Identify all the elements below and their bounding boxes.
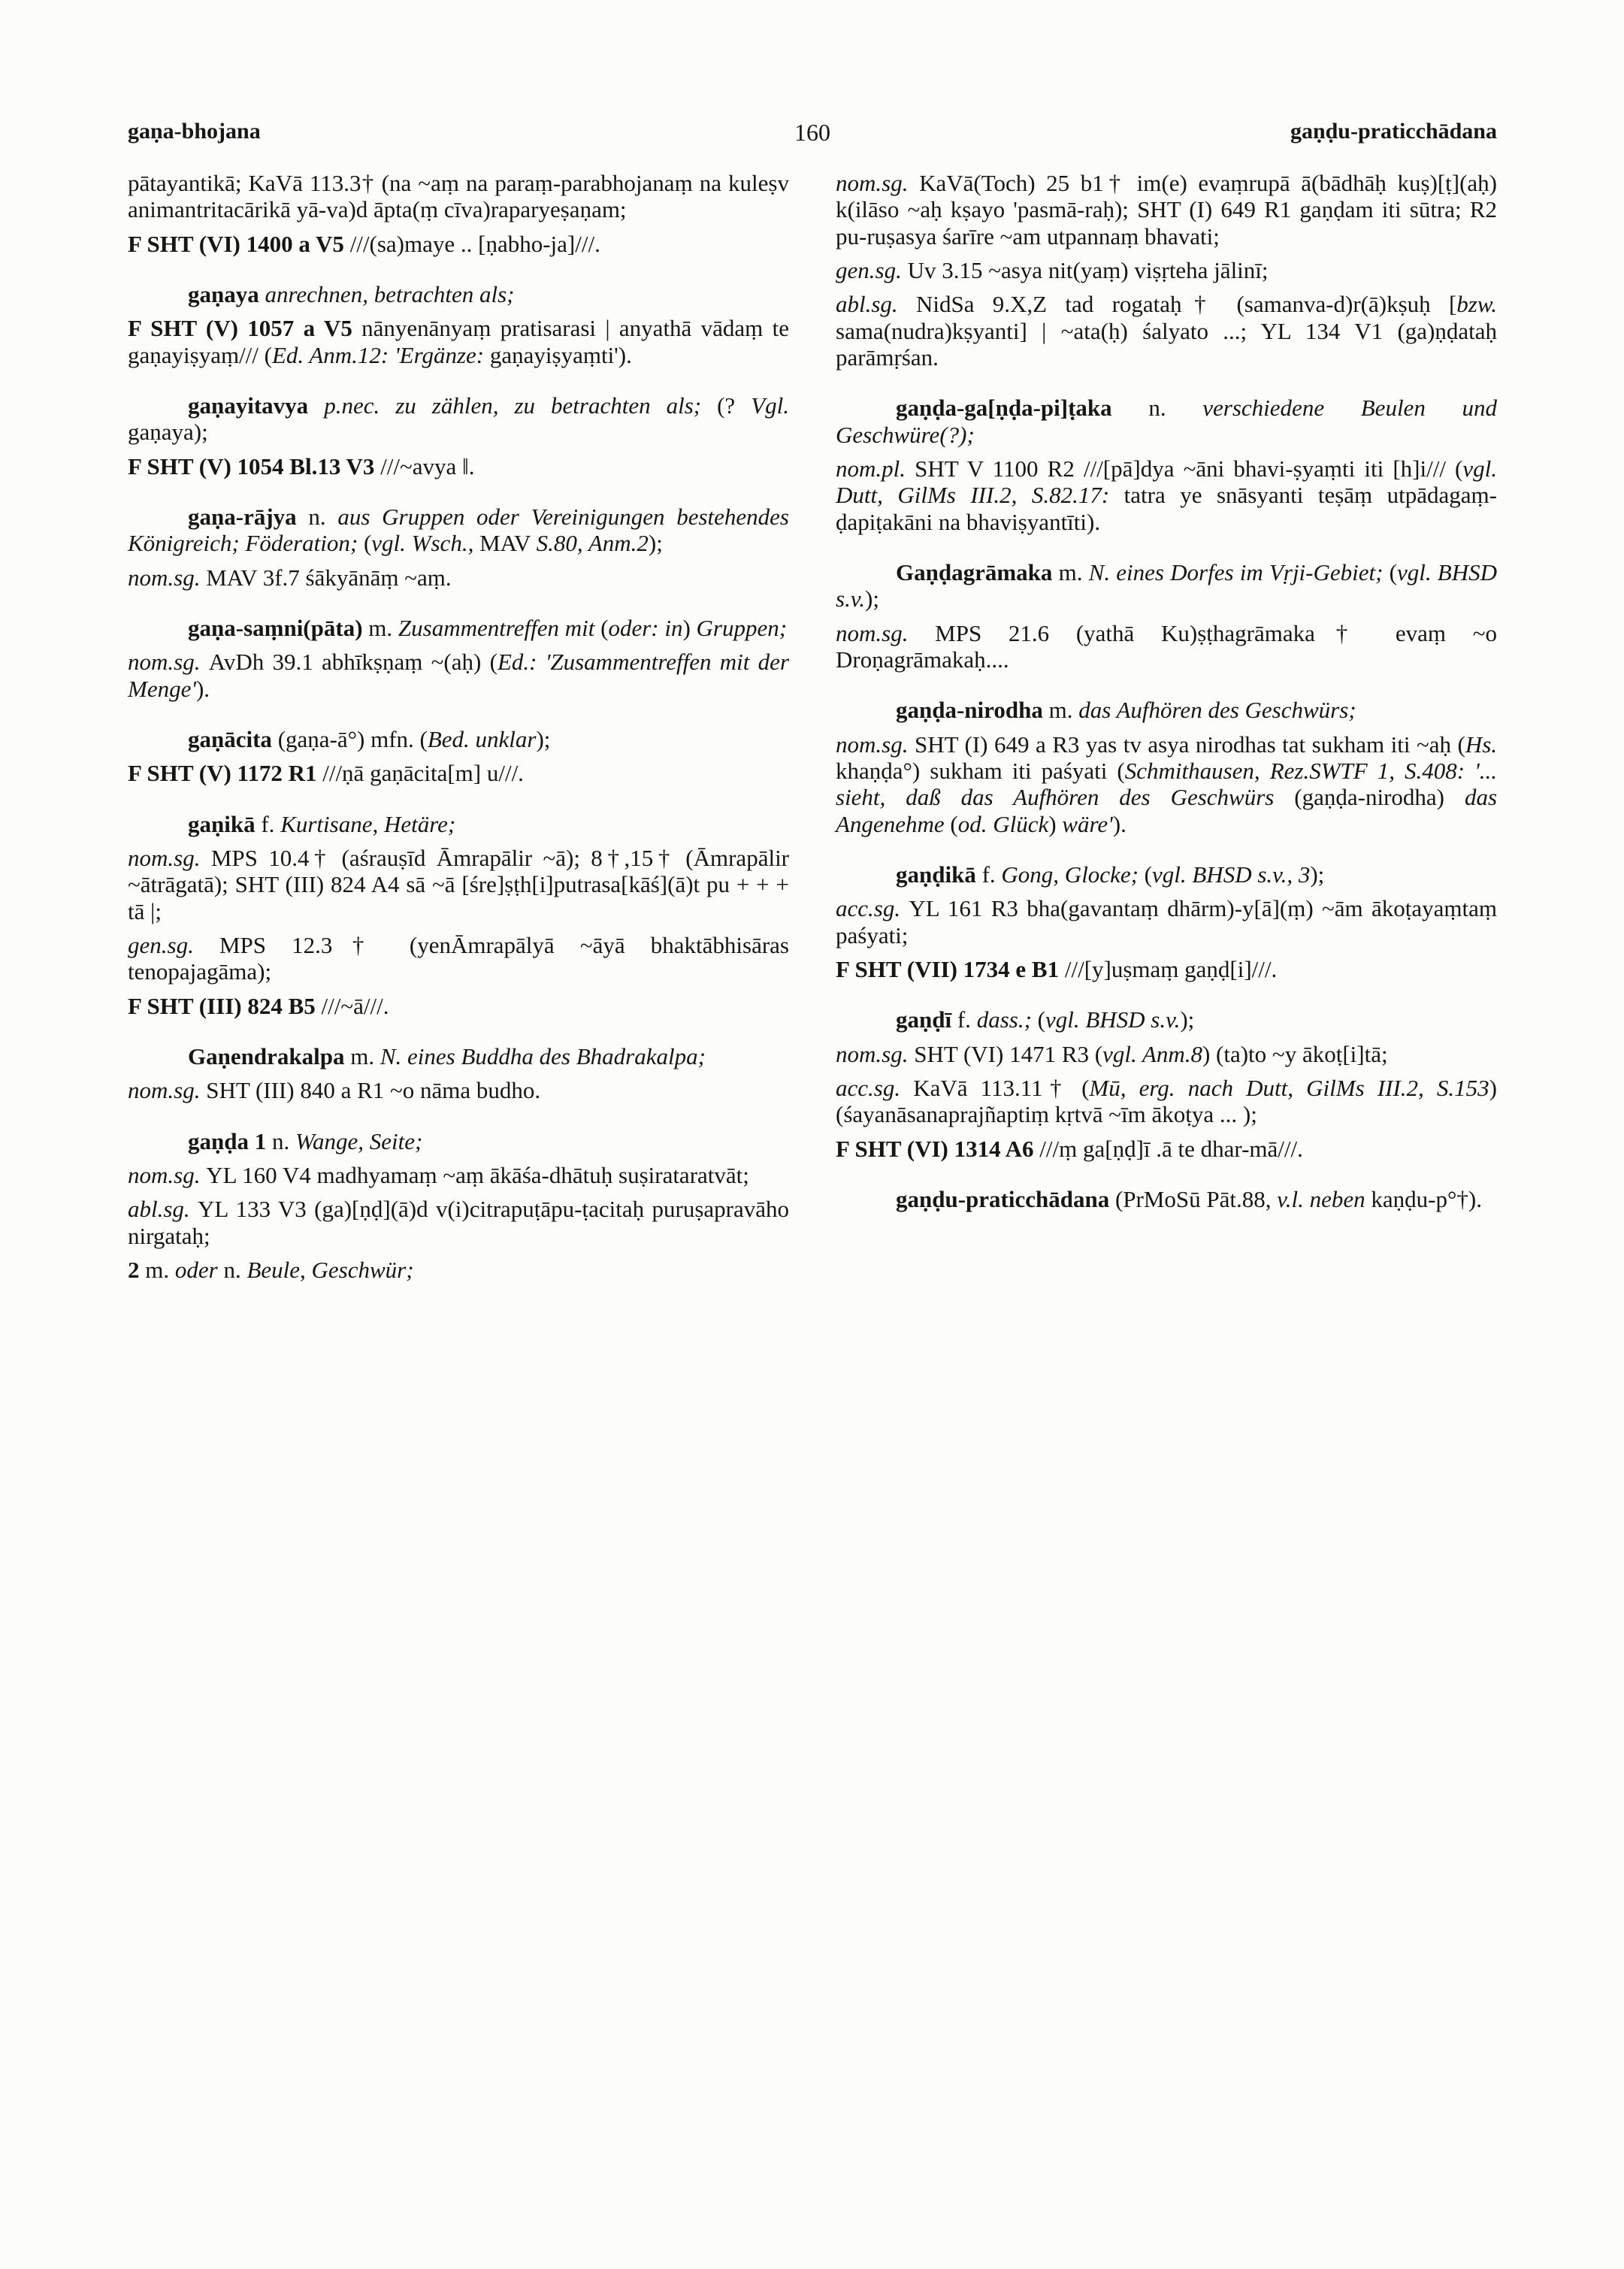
text-segment: verschiedene Beulen und Geschwüre(?);: [836, 395, 1497, 448]
text-segment: das Aufhören des Geschwürs;: [1078, 697, 1356, 724]
text-segment: vgl. Wsch.,: [371, 530, 480, 557]
text-segment: KaVā 113.11† (: [913, 1074, 1090, 1101]
text-segment: Gaṇendrakalpa: [188, 1042, 351, 1069]
text-segment: m.: [1058, 558, 1089, 585]
text-segment: ).: [195, 675, 210, 702]
text-segment: (: [1389, 558, 1397, 585]
entry-paragraph: [128, 1196, 789, 1249]
text-segment: SHT (I) 649 a R3 yas tv asya nirodhas tat sukham iti ~aḥ (: [914, 731, 1465, 758]
text-segment: 2: [128, 1256, 146, 1283]
text-segment: kaṇḍu-p°†).: [1371, 1185, 1482, 1212]
entry-paragraph: [836, 291, 1497, 371]
text-segment: acc.sg.: [836, 1074, 914, 1101]
entry-paragraph: [128, 760, 789, 786]
text-segment: gen.sg.: [836, 256, 908, 283]
text-segment: Uv 3.15 ~asya nit(yaṃ) viṣṛteha jālinī;: [907, 256, 1269, 283]
text-segment: Kurtisane, Hetäre;: [280, 810, 456, 837]
text-segment: nom.sg.: [836, 619, 936, 646]
text-segment: ).: [1112, 810, 1127, 837]
text-segment: vgl. BHSD s.v.: [1045, 1006, 1181, 1033]
text-segment: SHT (III) 840 a R1 ~o nāma budho.: [206, 1077, 541, 1104]
text-segment: n.: [271, 1127, 295, 1154]
text-segment: F SHT (V) 1057 a V5: [128, 315, 362, 342]
text-segment: Wange, Seite;: [295, 1127, 423, 1154]
text-segment: MPS 12.3† (yenĀmrapālyā ~āyā bhaktābhisāras tenopajagāma);: [128, 931, 789, 985]
text-segment: gaṇḍa-nirodha: [896, 697, 1049, 724]
headword-paragraph: [836, 559, 1497, 613]
text-segment: gaṇa-saṃni(pāta): [188, 614, 369, 641]
entry-paragraph: [128, 170, 789, 223]
text-segment: Vgl.: [751, 392, 789, 419]
headword-paragraph: [128, 392, 789, 446]
entry-paragraph: [836, 731, 1497, 837]
text-segment: ///~ā///.: [321, 992, 389, 1019]
text-segment: (: [950, 810, 958, 837]
text-segment: F SHT (V) 1054 Bl.13 V3: [128, 452, 381, 480]
left-column: [128, 170, 789, 1283]
text-segment: vgl. BHSD s.v.: [836, 558, 1497, 613]
entry-paragraph: [836, 257, 1497, 283]
text-segment: Gong, Glocke;: [1001, 861, 1145, 888]
text-segment: Gruppen;: [696, 614, 788, 641]
entry-paragraph: [836, 455, 1497, 535]
entry-paragraph: [128, 453, 789, 480]
text-segment: nānyenānyaṃ pratisarasi | anyathā vādaṃ te gaṇayiṣyaṃ/// (: [128, 315, 789, 368]
text-segment: oder: [174, 1256, 224, 1283]
text-segment: od. Glück: [957, 810, 1049, 837]
text-segment: abl.sg.: [128, 1196, 198, 1223]
text-segment: Ed.: 'Zusammentreffen mit der Menge': [128, 649, 790, 702]
text-segment: MAV 3f.7 śākyānāṃ ~aṃ.: [206, 564, 452, 591]
text-segment: ) (śayanāsanaprajñaptiṃ kṛtvā ~īm ākoṭya ... );: [836, 1074, 1497, 1128]
text-segment: nom.sg.: [836, 170, 920, 196]
headword-paragraph: [128, 281, 789, 307]
headword-paragraph: [128, 1043, 789, 1069]
text-segment: oder: in: [608, 614, 683, 641]
text-segment: dass.;: [976, 1006, 1038, 1033]
text-segment: nom.sg.: [128, 844, 211, 871]
text-segment: gen.sg.: [128, 931, 219, 958]
text-segment: Gaṇḍagrāmaka: [896, 558, 1059, 585]
text-segment: F SHT (III) 824 B5: [128, 992, 322, 1019]
entry-paragraph: [128, 845, 789, 924]
text-segment: (PrMoSū Pāt.88,: [1114, 1185, 1278, 1212]
entry-paragraph: [128, 993, 789, 1019]
text-segment: Schmithausen, Rez.SWTF 1, S.408: '... sieht, daß das Aufhören des Geschwürs: [836, 757, 1497, 811]
right-column: [836, 170, 1497, 1212]
text-segment: abl.sg.: [836, 291, 916, 318]
entry-paragraph: [128, 1162, 789, 1188]
text-segment: N. eines Buddha des Bhadrakalpa;: [380, 1042, 706, 1069]
headword-paragraph: [836, 1006, 1497, 1033]
text-segment: ): [682, 614, 697, 641]
text-segment: p.nec. zu zählen, zu betrachten als;: [324, 392, 718, 419]
text-segment: gaṇaya: [188, 280, 265, 307]
headword-paragraph: [128, 504, 789, 557]
text-segment: nom.sg.: [836, 731, 915, 758]
text-segment: tatra ye snāsyanti teṣāṃ utpādagaṃ-ḍapiṭakāni na bhaviṣyantīti).: [836, 482, 1497, 535]
text-segment: n.: [308, 503, 338, 530]
text-segment: );: [536, 725, 551, 752]
text-segment: gaṇa-rājya: [188, 503, 309, 530]
text-segment: F SHT (VI) 1400 a V5: [128, 230, 350, 257]
text-segment: ///~avya ‖.: [380, 452, 475, 480]
text-segment: (: [363, 530, 372, 557]
text-segment: (: [1144, 861, 1152, 888]
text-segment: S.80, Anm.2: [536, 530, 649, 557]
text-segment: gaṇḍikā: [896, 861, 982, 888]
text-segment: KaVā(Toch) 25 b1† im(e) evaṃrupā ā(bādhāḥ kuṣ)[ṭ](aḥ) k(ilāso ~aḥ kṣayo 'pasmā-raḥ); SHT (I) 649 R1 gaṇḍam iti sūtra; R2 pu-ruṣasya śarīre ~am utpannaṃ bhavati;: [836, 170, 1498, 250]
text-segment: Bed. unklar: [427, 725, 537, 752]
text-segment: nom.sg.: [836, 1040, 915, 1067]
text-segment: nom.sg.: [128, 1077, 207, 1104]
entry-paragraph: [836, 620, 1497, 673]
entry-paragraph: [128, 649, 789, 702]
entry-paragraph: [836, 170, 1497, 250]
running-head-right-keyword: gaṇḍu-praticchādana: [1290, 119, 1497, 144]
text-segment: ///(sa)maye .. [ṇabho-ja]///.: [349, 230, 600, 257]
running-head-left-keyword: gaṇa-bhojana: [128, 119, 261, 144]
text-segment: Mū, erg. nach Dutt, GilMs III.2, S.153: [1089, 1074, 1489, 1101]
running-head: [128, 119, 1497, 149]
text-segment: (: [600, 614, 609, 641]
text-segment: m.: [1048, 697, 1079, 724]
text-segment: );: [1180, 1006, 1195, 1033]
text-segment: MAV: [479, 530, 537, 557]
text-segment: f.: [957, 1006, 977, 1033]
text-segment: Ed. Anm.12: 'Ergänze:: [271, 341, 490, 368]
headword-paragraph: [836, 395, 1497, 448]
entry-paragraph: [128, 932, 789, 985]
text-segment: gaṇayiṣyaṃti').: [489, 341, 632, 368]
text-segment: YL 133 V3 (ga)[ṇḍ](ā)d v(i)citrapuṭāpu-ṭacitaḥ puruṣapravāho nirgataḥ;: [128, 1196, 789, 1249]
text-segment: vgl. Dutt, GilMs III.2, S.82.17:: [836, 455, 1498, 509]
text-segment: gaṇaya);: [128, 419, 208, 446]
text-segment: f.: [981, 861, 1002, 888]
text-segment: YL 160 V4 madhyamaṃ ~aṃ ākāśa-dhātuḥ suṣirataratvāt;: [206, 1161, 749, 1188]
entry-paragraph: [836, 1075, 1497, 1128]
headword-paragraph: [128, 811, 789, 837]
text-segment: vgl. Anm.8: [1102, 1040, 1202, 1067]
text-segment: nom.sg.: [128, 649, 209, 676]
text-segment: m.: [350, 1042, 380, 1069]
text-segment: gaṇikā: [188, 810, 262, 837]
text-segment: F SHT (V) 1172 R1: [128, 760, 323, 787]
text-segment: Beule, Geschwür;: [246, 1256, 414, 1283]
text-segment: gaṇḍu-praticchādana: [896, 1185, 1115, 1212]
text-segment: n.: [223, 1256, 247, 1283]
text-segment: m.: [145, 1256, 175, 1283]
headword-paragraph: [836, 1186, 1497, 1212]
text-segment: SHT V 1100 R2 ///[pā]dya ~āni bhavi-ṣyaṃti iti [h]i/// (: [915, 455, 1463, 482]
text-segment: );: [865, 585, 879, 613]
entry-paragraph: [836, 1136, 1497, 1162]
text-segment: ): [1048, 810, 1063, 837]
entry-paragraph: [836, 1041, 1497, 1067]
text-segment: Zusammentreffen mit: [398, 614, 601, 641]
text-segment: (?: [717, 392, 752, 419]
text-segment: aus Gruppen oder Vereinigungen bestehendes Königreich; Föderation;: [128, 503, 790, 557]
text-segment: khaṇḍa°) sukham iti paśyati (: [836, 757, 1125, 784]
text-segment: gaṇḍī: [896, 1006, 957, 1033]
text-segment: );: [648, 530, 663, 557]
text-segment: NidSa 9.X,Z tad rogataḥ† (samanva-d)r(ā)kṣuḥ [: [915, 291, 1457, 318]
text-segment: anrechnen, betrachten als;: [265, 280, 515, 307]
entry-paragraph: [128, 315, 789, 368]
text-segment: pātayantikā; KaVā 113.3† (na ~aṃ na paraṃ-parabhojanaṃ na kuleṣv animantritacārikā yā-va)d āpta(ṃ cīva)raparyeṣaṇam;: [128, 170, 789, 223]
entry-paragraph: [128, 564, 789, 591]
text-segment: F SHT (VII) 1734 e B1: [836, 955, 1065, 982]
text-segment: vgl. BHSD s.v., 3: [1152, 861, 1311, 888]
text-segment: (: [1037, 1006, 1045, 1033]
text-segment: v.l. neben: [1277, 1185, 1371, 1212]
text-segment: N. eines Dorfes im Vṛji-Gebiet;: [1088, 558, 1390, 585]
text-segment: gaṇḍa-ga[ṇḍa-pi]ṭaka: [896, 395, 1149, 422]
text-segment: ) (ta)to ~y ākoṭ[i]tā;: [1202, 1040, 1388, 1067]
text-segment: AvDh 39.1 abhīkṣṇaṃ ~(aḥ) (: [208, 649, 497, 676]
text-segment: F SHT (VI) 1314 A6: [836, 1135, 1040, 1162]
text-segment: ///ṃ ga[ṇḍ]ī .ā te dhar-mā///.: [1039, 1135, 1303, 1162]
text-segment: nom.sg.: [128, 1161, 207, 1188]
text-segment: YL 161 R3 bha(gavantaṃ dhārm)-y[ā](ṃ) ~ām ākoṭayaṃtaṃ paśyati;: [836, 895, 1497, 948]
text-segment: n.: [1148, 395, 1203, 422]
text-segment: acc.sg.: [836, 895, 909, 922]
text-segment: MPS 10.4† (aśrauṣīd Āmrapālir ~ā); 8†,15† (Āmrapālir ~ātrāgatā); SHT (III) 824 A4 sā ~ā [śre]ṣṭh[i]putrasa[kāś](ā)t pu + + + tā |;: [128, 844, 790, 924]
entry-paragraph: [128, 1077, 789, 1103]
text-segment: gaṇācita: [188, 725, 278, 752]
text-segment: (gaṇḍa-nirodha): [1294, 784, 1465, 811]
text-segment: MPS 21.6 (yathā Ku)ṣṭhagrāmaka† evaṃ ~o Droṇagrāmakaḥ....: [836, 619, 1498, 673]
headword-paragraph: [128, 1128, 789, 1154]
entry-paragraph: [836, 895, 1497, 948]
text-segment: (gaṇa-ā°) mfn. (: [277, 725, 428, 752]
text-segment: );: [1310, 861, 1325, 888]
entry-paragraph: [128, 1257, 789, 1283]
headword-paragraph: [128, 615, 789, 641]
text-segment: nom.sg.: [128, 564, 207, 591]
text-segment: ///[y]uṣmaṃ gaṇḍ[i]///.: [1064, 955, 1278, 982]
entry-paragraph: [836, 956, 1497, 982]
text-segment: gaṇayitavya: [188, 392, 325, 419]
text-segment: bzw.: [1456, 291, 1497, 318]
headword-paragraph: [836, 861, 1497, 888]
text-segment: f.: [261, 810, 281, 837]
entry-paragraph: [128, 231, 789, 257]
text-segment: sama(nudra)kṣyanti] | ~ata(ḥ) śalyato ...; YL 134 V1 (ga)ṇḍataḥ parāmṛśan.: [836, 317, 1497, 371]
text-segment: wäre': [1062, 810, 1113, 837]
headword-paragraph: [128, 726, 789, 752]
text-segment: m.: [368, 614, 398, 641]
text-segment: ///ṇā gaṇācita[m] u///.: [322, 760, 524, 787]
text-segment: gaṇḍa 1: [188, 1127, 272, 1154]
text-segment: nom.pl.: [836, 455, 915, 482]
text-columns: [128, 170, 1497, 1283]
text-segment: Hs.: [1465, 731, 1498, 758]
text-segment: das Angenehme: [836, 784, 1498, 837]
page-number: 160: [794, 119, 830, 146]
headword-paragraph: [836, 697, 1497, 723]
text-segment: SHT (VI) 1471 R3 (: [914, 1040, 1103, 1067]
